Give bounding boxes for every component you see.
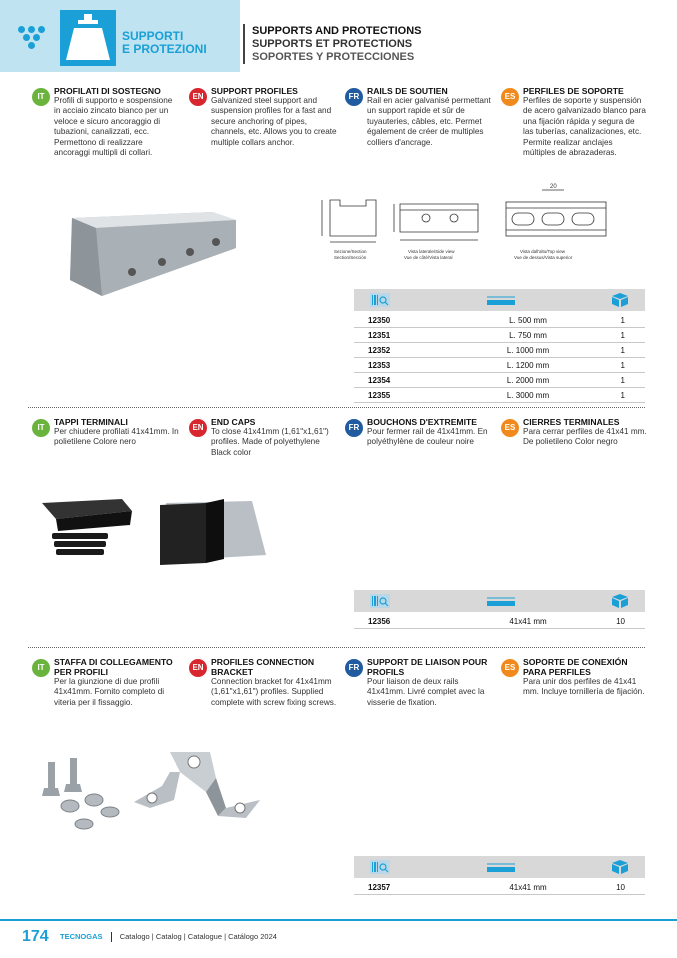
product-size: L. 2000 mm [468,373,588,388]
caption-section: Sezione/Section [334,249,367,254]
text-block-fr: RAILS DE SOUTIEN Rail en acier galvanisé permettant un support rapide et sûr de tuyauteries, câbles, etc. Permet également de créer de multiples colliers d'ancrage. [367,86,491,147]
product-code: 12353 [354,358,468,373]
text-block-it: STAFFA DI COLLEGAMENTO PER PROFILI Per la giunzione di due profili 41x41mm. Fornito completo di viteria per il fissaggio. [54,657,173,707]
badge-fr: FR [345,419,363,437]
product-quantity: 1 [588,388,645,403]
product-code: 12354 [354,373,468,388]
text-block-en: PROFILES CONNECTION BRACKET Connection bracket for 41x41mm (1,61"x1,61") profiles. Supplied complete with screw fixing screws. [211,657,337,707]
package-quantity-icon [610,594,630,608]
table-row [354,373,645,388]
barcode-search-icon [370,293,390,307]
table-row [354,880,645,895]
page-header [0,0,677,72]
text-block-fr: SUPPORT DE LIAISON POUR PROFILS Pour liaison de deux rails 41x41mm. Livré complet avec la visserie de fixation. [367,657,488,707]
ruler-icon [486,594,516,608]
product-code: 12351 [354,328,468,343]
caption-top-2: Vue de dessus/Vista superior [514,255,573,260]
product-size: 41x41 mm [468,880,588,895]
table-row [354,313,645,328]
badge-en: EN [189,88,207,106]
product-table-end-caps [354,614,645,629]
text-block-en: SUPPORT PROFILES Galvanized steel support and suspension profiles for a fast and secure anchoring of pipes, channels, etc. Allows you to create multiple collars anchor. [211,86,337,147]
end-caps-image [36,485,276,575]
table-header [354,590,645,612]
table-row [354,358,645,373]
profile-technical-drawings [302,180,622,266]
product-quantity: 1 [588,313,645,328]
table-row [354,328,645,343]
badge-es: ES [501,88,519,106]
footer-brand: TECNOGAS [60,932,103,941]
badge-it: IT [32,659,50,677]
badge-en: EN [189,659,207,677]
product-code: 12357 [354,880,468,895]
caption-top: Vista dall'alto/Top view [520,249,566,254]
product-quantity: 10 [588,614,645,629]
product-code: 12352 [354,343,468,358]
product-size: L. 500 mm [468,313,588,328]
product-quantity: 1 [588,373,645,388]
badge-es: ES [501,659,519,677]
text-block-it: PROFILATI DI SOSTEGNO Profili di supporto e sospensione in acciaio zincato bianco per un veloce e sicuro ancoraggio di tubazioni, canalizzati, ecc. Permettono di realizzare ancoraggi multipli di collari. [54,86,173,158]
footer-text [60,932,277,942]
product-size: 41x41 mm [468,614,588,629]
product-size: L. 1200 mm [468,358,588,373]
connection-bracket-image [40,748,280,838]
table-row [354,614,645,629]
product-quantity: 10 [588,880,645,895]
dimension-label: 20 [550,184,557,190]
product-code: 12356 [354,614,468,629]
product-code: 12350 [354,313,468,328]
product-quantity: 1 [588,358,645,373]
supports-category-icon [60,10,116,66]
footer-rule [0,919,677,921]
badge-fr: FR [345,659,363,677]
table-row [354,388,645,403]
page-number: 174 [22,928,49,945]
badge-it: IT [32,419,50,437]
text-block-es: CIERRES TERMINALES Para cerrar perfiles de 41x41 mm. De polietileno Color negro [523,417,647,447]
barcode-search-icon [370,860,390,874]
product-size: L. 1000 mm [468,343,588,358]
product-quantity: 1 [588,343,645,358]
ruler-icon [486,860,516,874]
package-quantity-icon [610,860,630,874]
section-divider [28,647,645,648]
product-quantity: 1 [588,328,645,343]
product-table-brackets [354,880,645,895]
header-title: SUPPORTI E PROTEZIONI [122,29,207,56]
badge-en: EN [189,419,207,437]
caption-side: Vista laterale/Side view [408,249,455,254]
barcode-search-icon [370,594,390,608]
text-block-es: PERFILES DE SOPORTE Perfiles de soporte y suspensión de acero galvanizado blanco para una fijación rápida y segura de las tuberías, canalizaciones, etc. Permite realizar anclajes múltiples de abrazaderas. [523,86,646,158]
package-quantity-icon [610,293,630,307]
badge-es: ES [501,419,519,437]
badge-it: IT [32,88,50,106]
table-header [354,856,645,878]
caption-section-2: Section/Sección [334,255,367,260]
section-divider [28,407,645,408]
product-code: 12355 [354,388,468,403]
brand-dots-icon [18,26,48,48]
caption-side-2: Vue de côté/Vista lateral [404,255,453,260]
text-block-en: END CAPS To close 41x41mm (1,61"x1,61") profiles. Made of polyethylene Black color [211,417,329,457]
ruler-icon [486,293,516,307]
badge-fr: FR [345,88,363,106]
table-header [354,289,645,311]
support-profile-image [62,208,240,300]
header-divider [243,24,245,64]
product-table-profiles [354,313,645,403]
product-size: L. 750 mm [468,328,588,343]
table-row [354,343,645,358]
text-block-fr: BOUCHONS D'EXTREMITE Pour fermer rail de 41x41mm. En polyéthylène de couleur noire [367,417,488,447]
header-translations: SUPPORTS AND PROTECTIONS SUPPORTS ET PROTECTIONS SOPORTES Y PROTECCIONES [252,25,422,63]
text-block-es: SOPORTE DE CONEXIÓN PARA PERFILES Para unir dos perfiles de 41x41 mm. Incluye tornillería de fijación. [523,657,645,697]
product-size: L. 3000 mm [468,388,588,403]
text-block-it: TAPPI TERMINALI Per chiudere profilati 41x41mm. In polietilene Colore nero [54,417,179,447]
footer-catalog-label: Catalogo | Catalog | Catalogue | Catálogo 2024 [119,932,277,941]
